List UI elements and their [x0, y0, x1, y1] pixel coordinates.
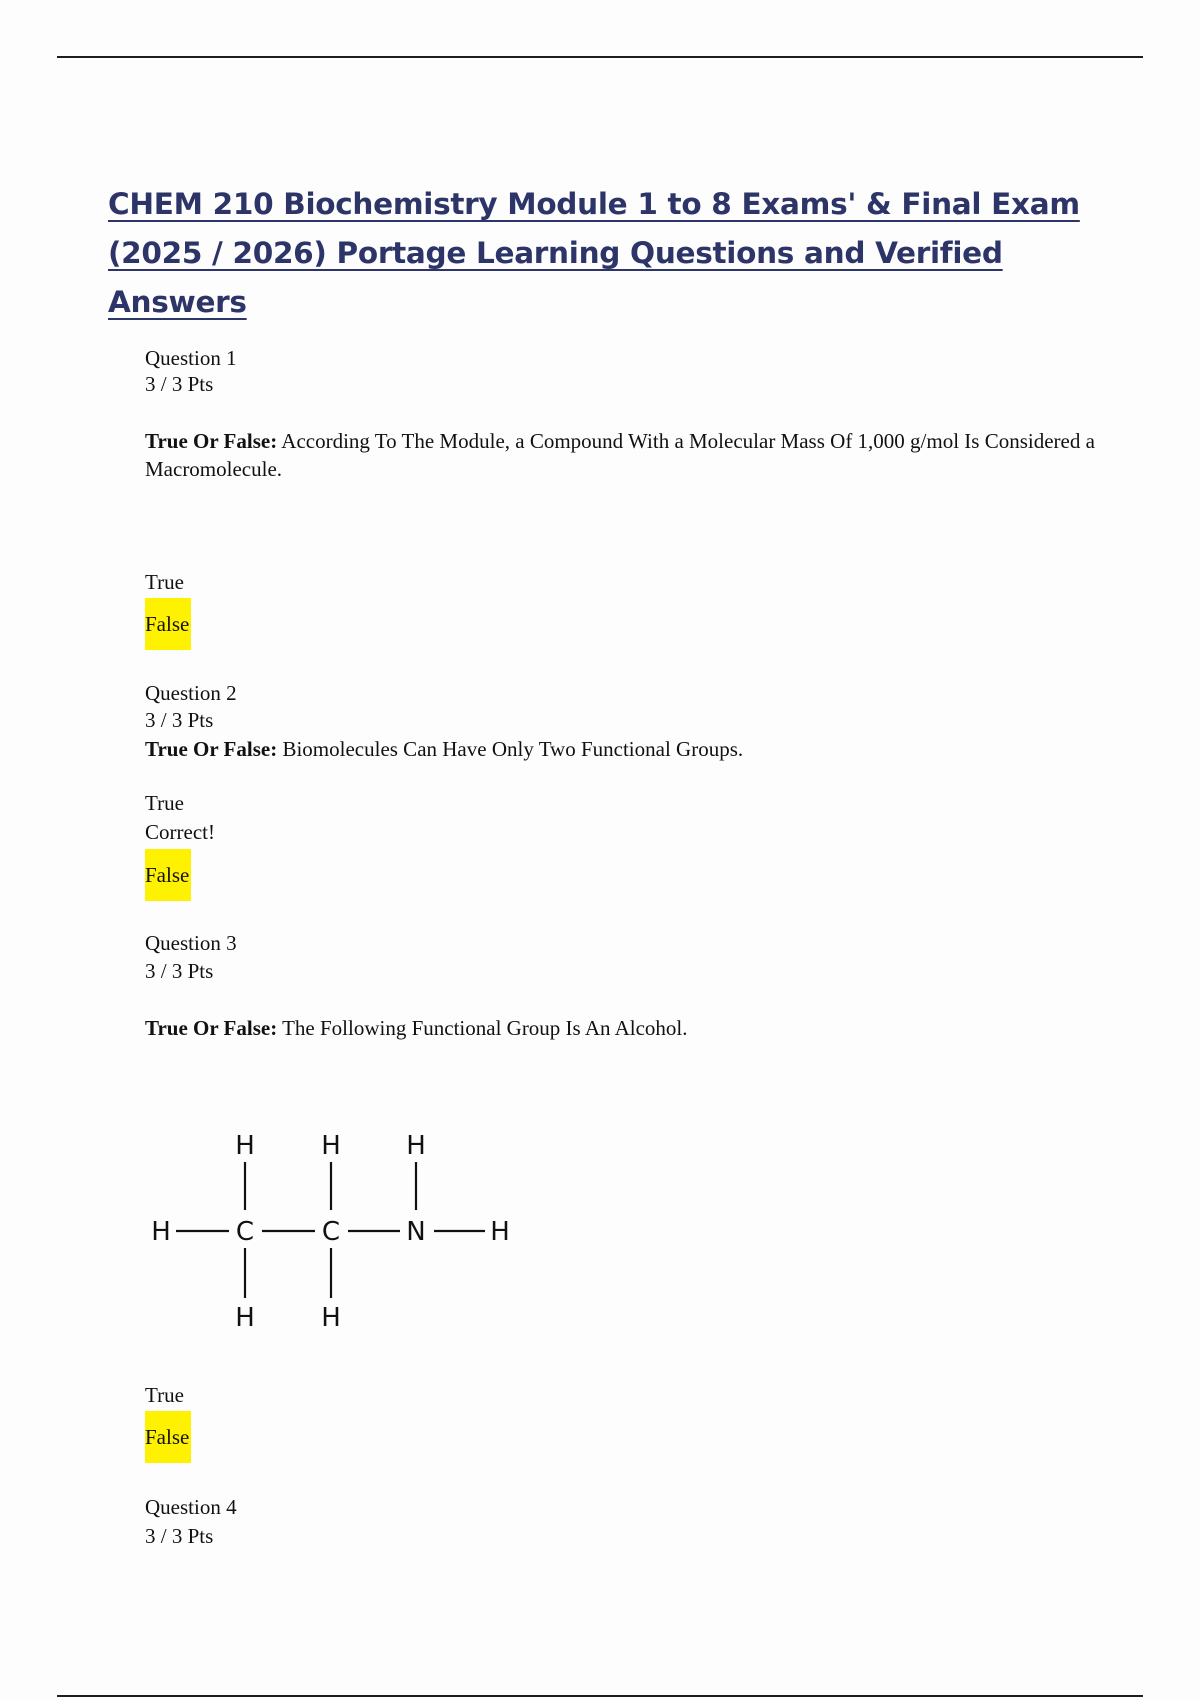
question-2-prompt-prefix: True Or False:	[145, 737, 278, 761]
document-title[interactable]: CHEM 210 Biochemistry Module 1 to 8 Exams' & Final Exam (2025 / 2026) Portage Learning Questions and Verified Answers	[108, 187, 1080, 319]
atom-h: H	[490, 1217, 510, 1247]
question-1-prompt-text: According To The Module, a Compound With a Molecular Mass Of 1,000 g/mol Is Considered a Macromolecule.	[145, 429, 1095, 481]
question-1-option-true[interactable]: True	[145, 570, 184, 594]
question-3-points: 3 / 3 Pts	[145, 959, 214, 983]
atom-h: H	[406, 1131, 426, 1161]
ethylamine-structure	[145, 1120, 525, 1340]
atom-h: H	[235, 1303, 255, 1333]
question-2-feedback: Correct!	[145, 820, 215, 844]
question-1-option-false[interactable]: False	[145, 598, 191, 650]
atom-c: C	[235, 1217, 255, 1247]
question-1-prompt	[145, 427, 1105, 483]
footer-rule	[57, 1695, 1143, 1697]
atom-h: H	[235, 1131, 255, 1161]
question-2-prompt-text: Biomolecules Can Have Only Two Functional Groups.	[282, 737, 744, 761]
question-3-option-true[interactable]: True	[145, 1383, 184, 1407]
atom-h: H	[321, 1303, 341, 1333]
question-1-prompt-prefix: True Or False:	[145, 429, 278, 453]
atom-h: H	[151, 1217, 171, 1247]
question-4-label: Question 4	[145, 1495, 237, 1519]
question-2-label: Question 2	[145, 681, 237, 705]
question-2-option-false[interactable]: False	[145, 849, 191, 901]
atom-c: C	[321, 1217, 341, 1247]
question-2-option-true[interactable]: True	[145, 791, 184, 815]
question-3-label: Question 3	[145, 931, 237, 955]
atom-n: N	[406, 1217, 426, 1247]
question-1-label: Question 1	[145, 346, 237, 370]
question-2-points: 3 / 3 Pts	[145, 708, 214, 732]
atom-h: H	[321, 1131, 341, 1161]
question-3-prompt	[145, 1014, 1105, 1042]
question-3-prompt-text: The Following Functional Group Is An Alcohol.	[282, 1016, 688, 1040]
question-2-prompt	[145, 735, 1105, 763]
question-1-points: 3 / 3 Pts	[145, 372, 214, 396]
question-4-points: 3 / 3 Pts	[145, 1524, 214, 1548]
header-rule	[57, 56, 1143, 58]
question-3-prompt-prefix: True Or False:	[145, 1016, 278, 1040]
question-3-option-false[interactable]: False	[145, 1411, 191, 1463]
